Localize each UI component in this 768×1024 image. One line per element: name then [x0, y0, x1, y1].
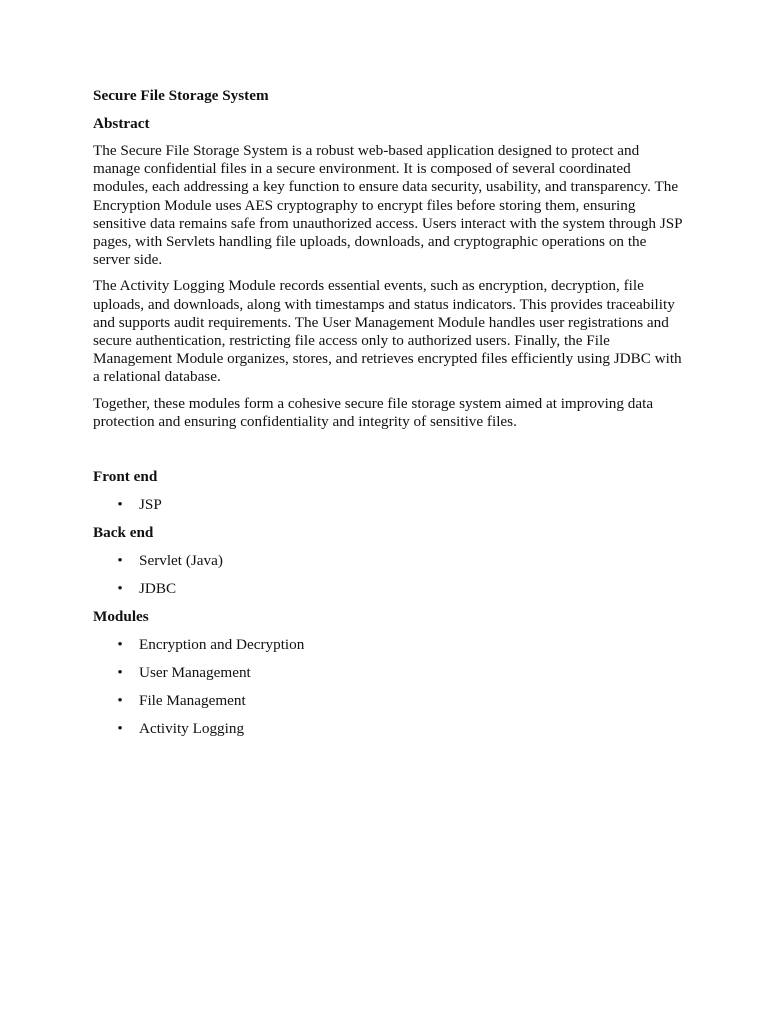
- bullet-icon: •: [117, 720, 123, 738]
- list-item: [93, 579, 683, 599]
- bullet-icon: •: [117, 580, 123, 598]
- list-item-text: Servlet (Java): [139, 552, 223, 570]
- front-end-heading: Front end: [93, 468, 158, 486]
- bullet-icon: •: [117, 664, 123, 682]
- list-item: [93, 719, 683, 739]
- document-page: [93, 86, 683, 747]
- list-item-text: User Management: [139, 664, 251, 682]
- modules-heading: Modules: [93, 608, 149, 626]
- front-end-list: [93, 495, 683, 515]
- abstract-paragraph-1: The Secure File Storage System is a robust web-based application designed to protect and manage confidential files in a secure environment. It is composed of several coordinated modules, each addressing a key function to ensure data security, usability, and transparency. The Encryption Module uses AES cryptography to encrypt files before storing them, ensuring sensitive data remains safe from unauthorized access. Users interact with the system through JSP pages, with Servlets handling file uploads, downloads, and cryptographic operations on the server side.: [93, 142, 683, 269]
- list-item-text: Encryption and Decryption: [139, 636, 305, 654]
- bullet-icon: •: [117, 552, 123, 570]
- list-item-text: Activity Logging: [139, 720, 245, 738]
- abstract-paragraph-2: The Activity Logging Module records essential events, such as encryption, decryption, file uploads, and downloads, along with timestamps and status indicators. This provides traceability and supports audit requirements. The User Management Module handles user registrations and secure authentication, restricting file access only to authorized users. Finally, the File Management Module organizes, stores, and retrieves encrypted files efficiently using JDBC with a relational database.: [93, 277, 682, 386]
- list-item: [93, 495, 683, 515]
- section-spacer: [93, 439, 683, 467]
- bullet-icon: •: [117, 636, 123, 654]
- list-item-text: JDBC: [139, 580, 177, 598]
- abstract-paragraph-3: Together, these modules form a cohesive secure file storage system aimed at improving data protection and ensuring confidentiality and integrity of sensitive files.: [93, 394, 654, 430]
- list-item-text: File Management: [139, 692, 246, 710]
- document-title: Secure File Storage System: [93, 87, 269, 104]
- list-item: [93, 663, 683, 683]
- back-end-list: [93, 551, 683, 599]
- abstract-heading: Abstract: [93, 115, 150, 132]
- bullet-icon: •: [117, 692, 123, 710]
- modules-list: [93, 635, 683, 739]
- bullet-icon: •: [117, 496, 123, 514]
- back-end-heading: Back end: [93, 524, 154, 542]
- list-item: [93, 635, 683, 655]
- list-item-text: JSP: [139, 496, 162, 514]
- list-item: [93, 551, 683, 571]
- list-item: [93, 691, 683, 711]
